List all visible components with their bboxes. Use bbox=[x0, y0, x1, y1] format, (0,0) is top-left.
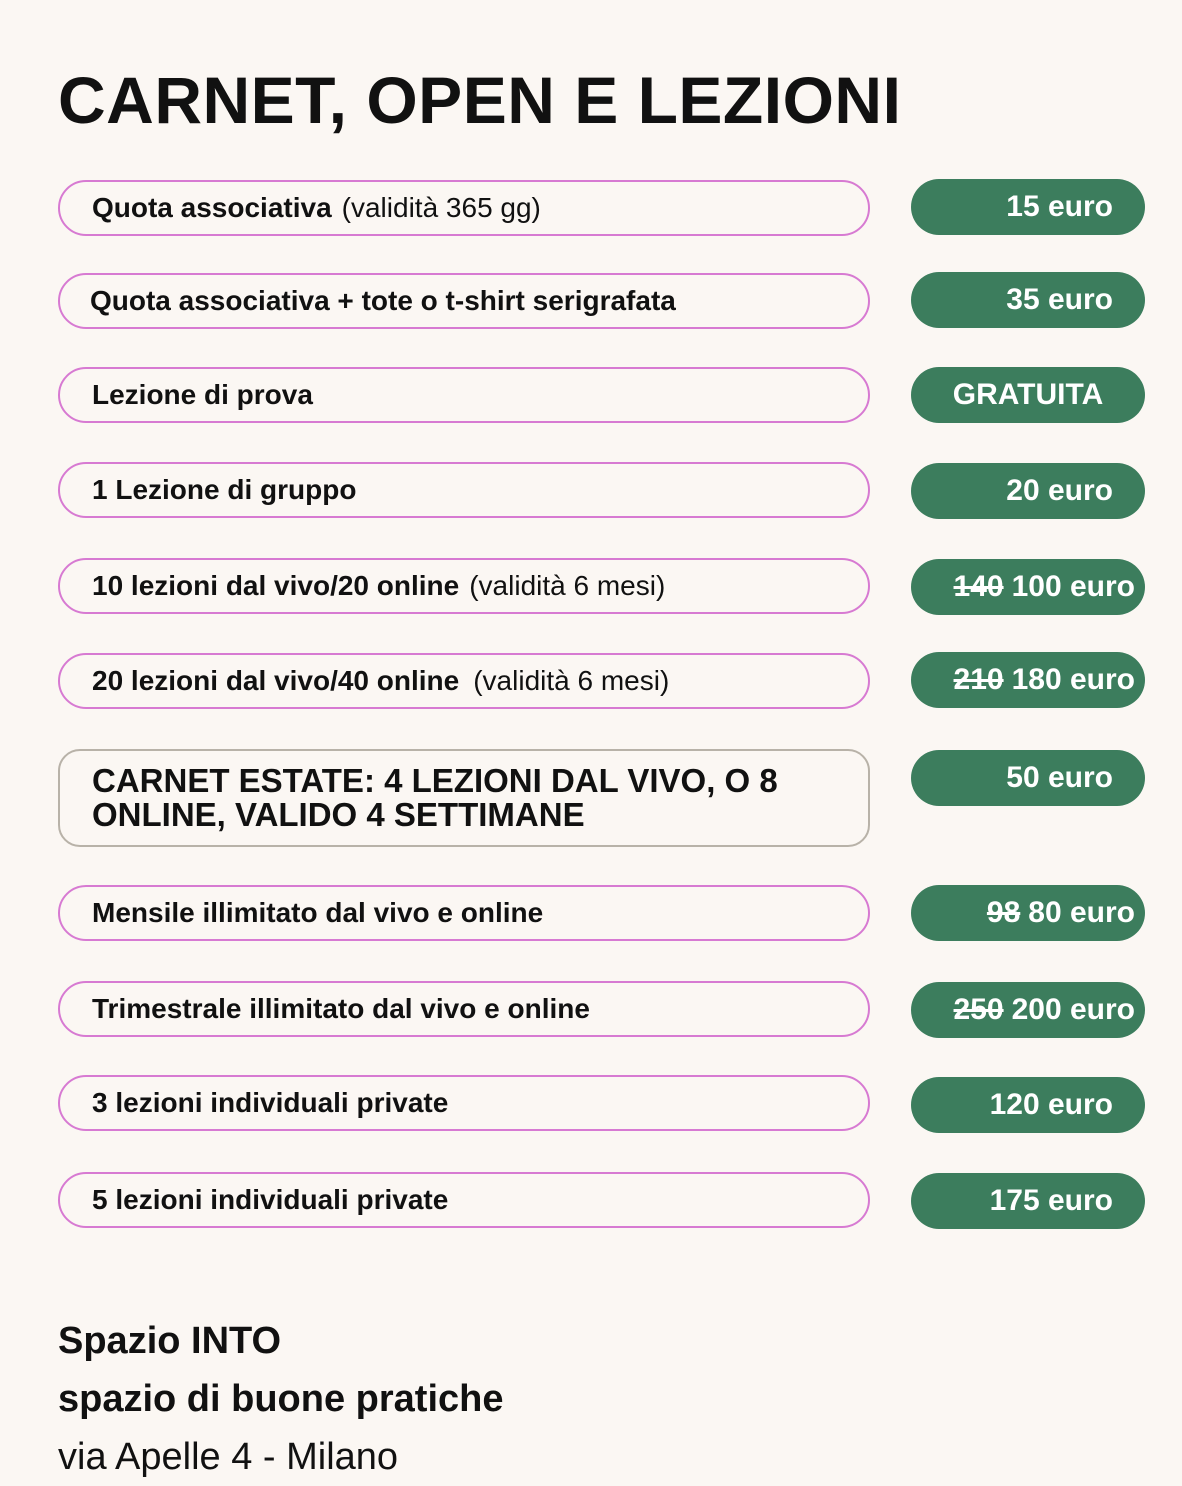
price-value: 80 euro bbox=[1028, 896, 1135, 929]
price-value: 175 euro bbox=[989, 1184, 1113, 1217]
price-value: GRATUITA bbox=[952, 378, 1104, 411]
price-badge bbox=[911, 885, 1145, 941]
price-badge bbox=[911, 1077, 1145, 1133]
price-badge bbox=[911, 750, 1145, 806]
price-value: 50 euro bbox=[1006, 761, 1113, 794]
item-label: CARNET ESTATE: 4 LEZIONI DAL VIVO, O 8 ONLINE, VALIDO 4 SETTIMANE bbox=[92, 762, 778, 833]
price-item-carnet-estate bbox=[58, 749, 870, 847]
venue-address: via Apelle 4 - Milano bbox=[58, 1436, 399, 1478]
item-label: 20 lezioni dal vivo/40 online bbox=[92, 665, 460, 696]
footer-address bbox=[58, 1312, 504, 1486]
price-badge bbox=[911, 982, 1145, 1038]
price-item-lezione-gruppo bbox=[58, 462, 870, 518]
item-label: Quota associativa + tote o t-shirt serigrafata bbox=[90, 285, 676, 316]
item-label: Trimestrale illimitato dal vivo e online bbox=[92, 993, 590, 1024]
item-label: Quota associativa bbox=[92, 192, 332, 223]
price-value: 100 euro bbox=[1011, 570, 1135, 603]
item-label: 5 lezioni individuali private bbox=[92, 1184, 449, 1215]
price-item-quota-tote bbox=[58, 273, 870, 329]
price-item-5-individuali bbox=[58, 1172, 870, 1228]
price-item-10-lezioni bbox=[58, 558, 870, 614]
price-badge bbox=[911, 367, 1145, 423]
price-value: 200 euro bbox=[1011, 993, 1135, 1026]
price-item-lezione-prova bbox=[58, 367, 870, 423]
price-badge bbox=[911, 463, 1145, 519]
price-badge bbox=[911, 272, 1145, 328]
page-title: CARNET, OPEN E LEZIONI bbox=[58, 63, 902, 137]
price-item-20-lezioni bbox=[58, 653, 870, 709]
old-price: 250 bbox=[953, 993, 1004, 1026]
item-label: 3 lezioni individuali private bbox=[92, 1087, 449, 1118]
item-note: (validità 6 mesi) bbox=[469, 570, 666, 601]
price-item-quota-associativa bbox=[58, 180, 870, 236]
price-badge bbox=[911, 652, 1145, 708]
price-value: 120 euro bbox=[989, 1088, 1113, 1121]
price-item-trimestrale bbox=[58, 981, 870, 1037]
price-item-3-individuali bbox=[58, 1075, 870, 1131]
price-badge bbox=[911, 1173, 1145, 1229]
item-note: (validità 365 gg) bbox=[341, 192, 541, 223]
price-value: 20 euro bbox=[1006, 474, 1113, 507]
venue-name: Spazio INTO bbox=[58, 1320, 282, 1362]
price-value: 15 euro bbox=[1006, 190, 1113, 223]
price-badge bbox=[911, 179, 1145, 235]
old-price: 98 bbox=[986, 896, 1021, 929]
item-note: (validità 6 mesi) bbox=[473, 665, 670, 696]
old-price: 140 bbox=[953, 570, 1004, 603]
venue-tagline: spazio di buone pratiche bbox=[58, 1378, 504, 1420]
item-label: Mensile illimitato dal vivo e online bbox=[92, 897, 544, 928]
price-value: 180 euro bbox=[1011, 663, 1135, 696]
price-item-mensile bbox=[58, 885, 870, 941]
old-price: 210 bbox=[953, 663, 1004, 696]
price-badge bbox=[911, 559, 1145, 615]
price-value: 35 euro bbox=[1006, 283, 1113, 316]
item-label: 1 Lezione di gruppo bbox=[92, 474, 357, 505]
item-label: Lezione di prova bbox=[92, 379, 313, 410]
item-label: 10 lezioni dal vivo/20 online bbox=[92, 570, 460, 601]
